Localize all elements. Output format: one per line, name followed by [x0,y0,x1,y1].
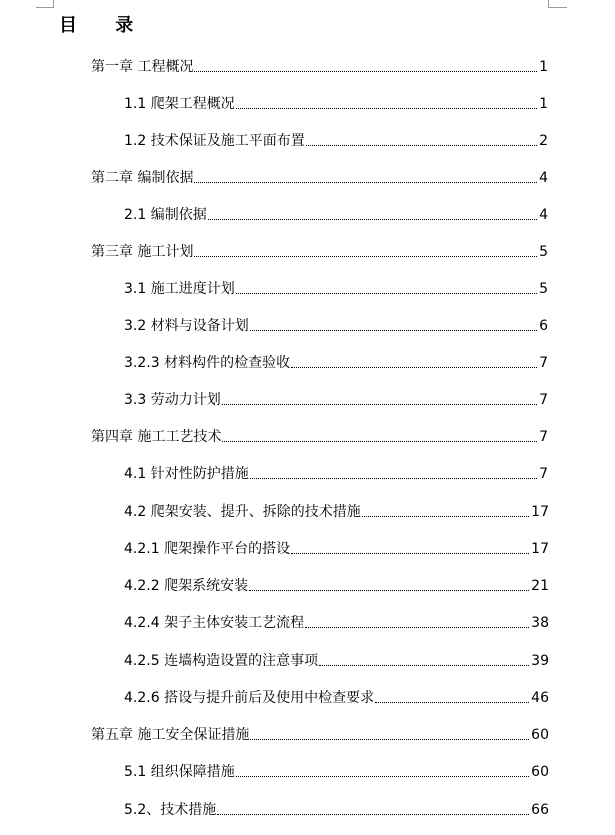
toc-page-number: 21 [531,578,549,594]
toc-entry-text: 4.2.6 搭设与提升前后及使用中检查要求 [124,690,375,706]
toc-leader [194,256,537,257]
toc-page-number: 5 [539,281,548,297]
toc-leader [194,182,537,183]
toc-entry[interactable] [124,612,549,632]
toc-entry[interactable] [124,538,549,558]
toc-page-number: 6 [539,318,548,334]
toc-entry-text: 3.2 材料与设备计划 [124,318,249,334]
toc-page-number: 4 [539,207,548,223]
toc-entry[interactable] [91,56,548,76]
toc-entry-text: 第五章 施工安全保证措施 [91,727,250,743]
toc-entry[interactable] [124,278,548,298]
toc-entry[interactable] [124,761,549,781]
toc-leader [306,145,537,146]
toc-leader [208,219,537,220]
toc-leader [250,330,537,331]
toc-entry[interactable] [124,130,548,150]
toc-entry[interactable] [124,687,549,707]
toc-leader [291,367,537,368]
toc-entry[interactable] [124,315,548,335]
toc-page-number: 1 [539,59,548,75]
toc-page-number: 7 [539,355,548,371]
toc-page-number: 60 [531,727,549,743]
toc-leader [250,739,529,740]
toc-leader [305,627,529,628]
toc-leader [236,108,537,109]
toc-entry[interactable] [91,426,548,446]
toc-entry[interactable] [124,575,549,595]
toc-page-number: 46 [531,690,549,706]
toc-page-number: 2 [539,133,548,149]
toc-leader [194,71,537,72]
toc-entry-text: 1.1 爬架工程概况 [124,96,235,112]
toc-entry[interactable] [124,799,549,819]
crop-mark-top-left [36,0,54,8]
toc-entry-text: 4.2.4 架子主体安装工艺流程 [124,615,305,631]
toc-page-number: 39 [531,653,549,669]
toc-entry-text: 4.2.2 爬架系统安装 [124,578,249,594]
toc-entry[interactable] [124,389,548,409]
toc-page-number: 1 [539,96,548,112]
toc-leader [362,516,529,517]
toc-leader [236,293,537,294]
toc-entry-text: 第三章 施工计划 [91,244,194,260]
toc-entry-text: 2.1 编制依据 [124,207,207,223]
toc-page-number: 66 [531,802,549,818]
toc-entry-text: 5.1 组织保障措施 [124,764,235,780]
toc-entry[interactable] [124,650,549,670]
toc-entry-text: 3.1 施工进度计划 [124,281,235,297]
toc-entry[interactable] [124,463,548,483]
toc-page-number: 4 [539,170,548,186]
toc-leader [319,665,529,666]
toc-entry[interactable] [91,167,548,187]
toc-page-number: 7 [539,392,548,408]
toc-page-number: 7 [539,466,548,482]
toc-page-number: 7 [539,429,548,445]
toc-page-number: 5 [539,244,548,260]
toc-entry-text: 4.2.1 爬架操作平台的搭设 [124,541,291,557]
toc-leader [291,553,529,554]
toc-leader [375,702,529,703]
toc-entry-text: 4.1 针对性防护措施 [124,466,249,482]
toc-leader [250,478,537,479]
toc-entry-text: 1.2 技术保证及施工平面布置 [124,133,305,149]
toc-leader [217,814,529,815]
toc-leader [222,404,537,405]
toc-entry[interactable] [124,204,548,224]
toc-entry-text: 第二章 编制依据 [91,170,194,186]
toc-page-number: 17 [531,541,549,557]
crop-mark-top-right [548,0,567,8]
toc-entry[interactable] [124,93,548,113]
toc-entry-text: 3.2.3 材料构件的检查验收 [124,355,291,371]
toc-entry-text: 3.3 劳动力计划 [124,392,221,408]
toc-entry[interactable] [124,501,549,521]
toc-page-number: 60 [531,764,549,780]
toc-entry-text: 5.2、技术措施 [124,802,217,818]
toc-leader [222,441,537,442]
toc-entry[interactable] [91,241,548,261]
toc-entry[interactable] [91,724,549,744]
toc-page-number: 38 [531,615,549,631]
toc-entry-text: 4.2 爬架安装、提升、拆除的技术措施 [124,504,361,520]
toc-leader [236,776,529,777]
toc-entry-text: 第四章 施工工艺技术 [91,429,222,445]
toc-entry-text: 第一章 工程概况 [91,59,194,75]
toc-entry[interactable] [124,352,548,372]
toc-entry-text: 4.2.5 连墙构造设置的注意事项 [124,653,319,669]
toc-leader [249,590,529,591]
toc-title: 目 录 [59,15,150,36]
toc-page-number: 17 [531,504,549,520]
